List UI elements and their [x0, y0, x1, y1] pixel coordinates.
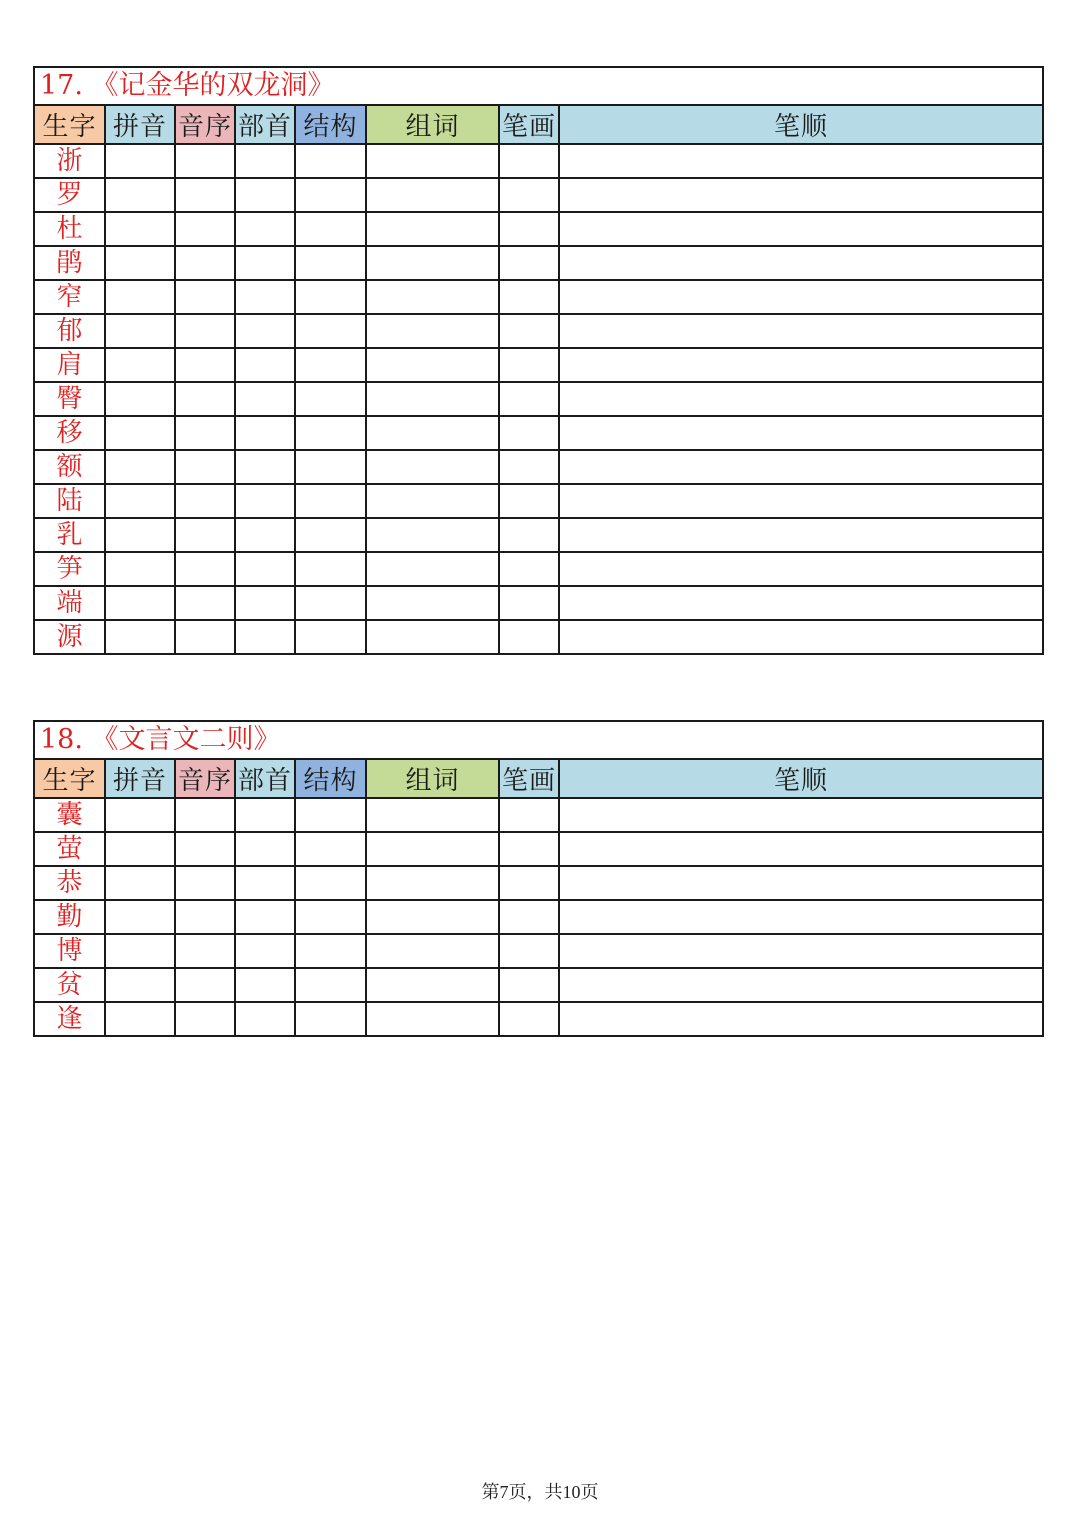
table-row — [35, 1002, 1042, 1035]
yinxu-blank-cell[interactable] — [175, 246, 235, 280]
jiegou-blank-cell[interactable] — [295, 832, 366, 866]
pinyin-blank-cell[interactable] — [105, 212, 175, 246]
bihua-blank-cell[interactable] — [499, 348, 559, 382]
pinyin-blank-cell[interactable] — [105, 484, 175, 518]
table-row — [35, 484, 1042, 518]
bushou-blank-cell[interactable] — [235, 280, 295, 314]
pinyin-blank-cell[interactable] — [105, 866, 175, 900]
jiegou-blank-cell[interactable] — [295, 450, 366, 484]
header-bishun: 笔顺 — [559, 760, 1042, 798]
pinyin-blank-cell[interactable] — [105, 832, 175, 866]
lesson-title: 17. 《记金华的双龙洞》 — [35, 68, 1042, 106]
header-shengzi: 生字 — [35, 106, 105, 144]
pinyin-blank-cell[interactable] — [105, 382, 175, 416]
jiegou-blank-cell[interactable] — [295, 212, 366, 246]
jiegou-blank-cell[interactable] — [295, 900, 366, 934]
header-row — [35, 106, 1042, 144]
bishun-blank-cell[interactable] — [559, 314, 1042, 348]
zuci-blank-cell[interactable] — [366, 178, 499, 212]
bishun-blank-cell[interactable] — [559, 450, 1042, 484]
bushou-blank-cell[interactable] — [235, 382, 295, 416]
zuci-blank-cell[interactable] — [366, 144, 499, 178]
bishun-blank-cell[interactable] — [559, 866, 1042, 900]
bihua-blank-cell[interactable] — [499, 620, 559, 653]
zuci-blank-cell[interactable] — [366, 484, 499, 518]
pinyin-blank-cell[interactable] — [105, 280, 175, 314]
bihua-blank-cell[interactable] — [499, 552, 559, 586]
zuci-blank-cell[interactable] — [366, 280, 499, 314]
table-row — [35, 798, 1042, 832]
yinxu-blank-cell[interactable] — [175, 968, 235, 1002]
pinyin-blank-cell[interactable] — [105, 552, 175, 586]
bushou-blank-cell[interactable] — [235, 348, 295, 382]
bishun-blank-cell[interactable] — [559, 798, 1042, 832]
bihua-blank-cell[interactable] — [499, 144, 559, 178]
bihua-blank-cell[interactable] — [499, 900, 559, 934]
table-row — [35, 246, 1042, 280]
yinxu-blank-cell[interactable] — [175, 620, 235, 653]
character-cell: 浙 — [35, 144, 105, 178]
bushou-blank-cell[interactable] — [235, 900, 295, 934]
table-body — [35, 798, 1042, 1035]
jiegou-blank-cell[interactable] — [295, 416, 366, 450]
jiegou-blank-cell[interactable] — [295, 314, 366, 348]
header-bushou: 部首 — [235, 760, 295, 798]
table-row — [35, 280, 1042, 314]
header-pinyin: 拼音 — [105, 760, 175, 798]
yinxu-blank-cell[interactable] — [175, 484, 235, 518]
character-cell: 肩 — [35, 348, 105, 382]
bihua-blank-cell[interactable] — [499, 518, 559, 552]
character-cell: 臀 — [35, 382, 105, 416]
table-row — [35, 620, 1042, 653]
bushou-blank-cell[interactable] — [235, 212, 295, 246]
zuci-blank-cell[interactable] — [366, 450, 499, 484]
bihua-blank-cell[interactable] — [499, 934, 559, 968]
character-cell: 贫 — [35, 968, 105, 1002]
yinxu-blank-cell[interactable] — [175, 1002, 235, 1035]
pinyin-blank-cell[interactable] — [105, 246, 175, 280]
table-row — [35, 178, 1042, 212]
bishun-blank-cell[interactable] — [559, 416, 1042, 450]
table-row — [35, 416, 1042, 450]
character-cell: 博 — [35, 934, 105, 968]
bishun-blank-cell[interactable] — [559, 620, 1042, 653]
bihua-blank-cell[interactable] — [499, 246, 559, 280]
zuci-blank-cell[interactable] — [366, 1002, 499, 1035]
character-cell: 罗 — [35, 178, 105, 212]
bishun-blank-cell[interactable] — [559, 968, 1042, 1002]
table-row — [35, 968, 1042, 1002]
bishun-blank-cell[interactable] — [559, 934, 1042, 968]
table-row — [35, 348, 1042, 382]
bihua-blank-cell[interactable] — [499, 866, 559, 900]
bishun-blank-cell[interactable] — [559, 1002, 1042, 1035]
pinyin-blank-cell[interactable] — [105, 934, 175, 968]
bishun-blank-cell[interactable] — [559, 484, 1042, 518]
bishun-blank-cell[interactable] — [559, 832, 1042, 866]
table-row — [35, 866, 1042, 900]
vocab-table — [35, 760, 1042, 1035]
bihua-blank-cell[interactable] — [499, 798, 559, 832]
header-yinxu: 音序 — [175, 106, 235, 144]
table-row — [35, 212, 1042, 246]
yinxu-blank-cell[interactable] — [175, 382, 235, 416]
zuci-blank-cell[interactable] — [366, 246, 499, 280]
pinyin-blank-cell[interactable] — [105, 798, 175, 832]
zuci-blank-cell[interactable] — [366, 832, 499, 866]
pinyin-blank-cell[interactable] — [105, 518, 175, 552]
jiegou-blank-cell[interactable] — [295, 586, 366, 620]
table-row — [35, 586, 1042, 620]
jiegou-blank-cell[interactable] — [295, 968, 366, 1002]
jiegou-blank-cell[interactable] — [295, 178, 366, 212]
table-row — [35, 832, 1042, 866]
character-cell: 鹃 — [35, 246, 105, 280]
table-row — [35, 450, 1042, 484]
pinyin-blank-cell[interactable] — [105, 968, 175, 1002]
yinxu-blank-cell[interactable] — [175, 314, 235, 348]
bihua-blank-cell[interactable] — [499, 382, 559, 416]
bishun-blank-cell[interactable] — [559, 348, 1042, 382]
bishun-blank-cell[interactable] — [559, 552, 1042, 586]
table-row — [35, 314, 1042, 348]
character-cell: 乳 — [35, 518, 105, 552]
jiegou-blank-cell[interactable] — [295, 934, 366, 968]
header-pinyin: 拼音 — [105, 106, 175, 144]
bihua-blank-cell[interactable] — [499, 212, 559, 246]
bushou-blank-cell[interactable] — [235, 866, 295, 900]
pinyin-blank-cell[interactable] — [105, 314, 175, 348]
bihua-blank-cell[interactable] — [499, 484, 559, 518]
character-cell: 窄 — [35, 280, 105, 314]
character-cell: 陆 — [35, 484, 105, 518]
header-bushou: 部首 — [235, 106, 295, 144]
pinyin-blank-cell[interactable] — [105, 348, 175, 382]
header-row — [35, 760, 1042, 798]
pinyin-blank-cell[interactable] — [105, 900, 175, 934]
jiegou-blank-cell[interactable] — [295, 518, 366, 552]
bushou-blank-cell[interactable] — [235, 314, 295, 348]
jiegou-blank-cell[interactable] — [295, 552, 366, 586]
bushou-blank-cell[interactable] — [235, 450, 295, 484]
zuci-blank-cell[interactable] — [366, 212, 499, 246]
character-cell: 逢 — [35, 1002, 105, 1035]
bushou-blank-cell[interactable] — [235, 832, 295, 866]
character-cell: 勤 — [35, 900, 105, 934]
header-zuci: 组词 — [366, 106, 499, 144]
pinyin-blank-cell[interactable] — [105, 1002, 175, 1035]
bushou-blank-cell[interactable] — [235, 552, 295, 586]
bushou-blank-cell[interactable] — [235, 934, 295, 968]
jiegou-blank-cell[interactable] — [295, 280, 366, 314]
zuci-blank-cell[interactable] — [366, 934, 499, 968]
zuci-blank-cell[interactable] — [366, 552, 499, 586]
bihua-blank-cell[interactable] — [499, 178, 559, 212]
zuci-blank-cell[interactable] — [366, 798, 499, 832]
table-body — [35, 144, 1042, 653]
table-row — [35, 900, 1042, 934]
character-cell: 笋 — [35, 552, 105, 586]
bihua-blank-cell[interactable] — [499, 968, 559, 1002]
bishun-blank-cell[interactable] — [559, 280, 1042, 314]
pinyin-blank-cell[interactable] — [105, 178, 175, 212]
jiegou-blank-cell[interactable] — [295, 144, 366, 178]
table-row — [35, 518, 1042, 552]
bushou-blank-cell[interactable] — [235, 586, 295, 620]
bushou-blank-cell[interactable] — [235, 144, 295, 178]
bushou-blank-cell[interactable] — [235, 484, 295, 518]
jiegou-blank-cell[interactable] — [295, 620, 366, 653]
zuci-blank-cell[interactable] — [366, 348, 499, 382]
worksheet-lesson-18 — [33, 720, 1044, 1037]
bihua-blank-cell[interactable] — [499, 314, 559, 348]
header-bishun: 笔顺 — [559, 106, 1042, 144]
bishun-blank-cell[interactable] — [559, 178, 1042, 212]
bushou-blank-cell[interactable] — [235, 1002, 295, 1035]
yinxu-blank-cell[interactable] — [175, 832, 235, 866]
header-zuci: 组词 — [366, 760, 499, 798]
table-row — [35, 552, 1042, 586]
character-cell: 杜 — [35, 212, 105, 246]
yinxu-blank-cell[interactable] — [175, 934, 235, 968]
bishun-blank-cell[interactable] — [559, 382, 1042, 416]
page-number: 第7页，共10页 — [481, 1482, 599, 1502]
bishun-blank-cell[interactable] — [559, 900, 1042, 934]
pinyin-blank-cell[interactable] — [105, 450, 175, 484]
header-jiegou: 结构 — [295, 760, 366, 798]
bihua-blank-cell[interactable] — [499, 832, 559, 866]
yinxu-blank-cell[interactable] — [175, 348, 235, 382]
character-cell: 囊 — [35, 798, 105, 832]
yinxu-blank-cell[interactable] — [175, 798, 235, 832]
bushou-blank-cell[interactable] — [235, 620, 295, 653]
yinxu-blank-cell[interactable] — [175, 866, 235, 900]
zuci-blank-cell[interactable] — [366, 382, 499, 416]
vocab-table — [35, 106, 1042, 653]
bishun-blank-cell[interactable] — [559, 212, 1042, 246]
bushou-blank-cell[interactable] — [235, 518, 295, 552]
bihua-blank-cell[interactable] — [499, 280, 559, 314]
bihua-blank-cell[interactable] — [499, 416, 559, 450]
table-row — [35, 144, 1042, 178]
bishun-blank-cell[interactable] — [559, 518, 1042, 552]
character-cell: 恭 — [35, 866, 105, 900]
character-cell: 额 — [35, 450, 105, 484]
table-row — [35, 934, 1042, 968]
zuci-blank-cell[interactable] — [366, 416, 499, 450]
header-bihua: 笔画 — [499, 760, 559, 798]
jiegou-blank-cell[interactable] — [295, 348, 366, 382]
bushou-blank-cell[interactable] — [235, 178, 295, 212]
zuci-blank-cell[interactable] — [366, 620, 499, 653]
character-cell: 移 — [35, 416, 105, 450]
yinxu-blank-cell[interactable] — [175, 900, 235, 934]
lesson-title: 18. 《文言文二则》 — [35, 722, 1042, 760]
jiegou-blank-cell[interactable] — [295, 484, 366, 518]
pinyin-blank-cell[interactable] — [105, 586, 175, 620]
bushou-blank-cell[interactable] — [235, 798, 295, 832]
bihua-blank-cell[interactable] — [499, 586, 559, 620]
yinxu-blank-cell[interactable] — [175, 416, 235, 450]
yinxu-blank-cell[interactable] — [175, 280, 235, 314]
bishun-blank-cell[interactable] — [559, 246, 1042, 280]
worksheet-lesson-17 — [33, 66, 1044, 655]
bihua-blank-cell[interactable] — [499, 1002, 559, 1035]
pinyin-blank-cell[interactable] — [105, 144, 175, 178]
jiegou-blank-cell[interactable] — [295, 1002, 366, 1035]
header-shengzi: 生字 — [35, 760, 105, 798]
zuci-blank-cell[interactable] — [366, 968, 499, 1002]
bushou-blank-cell[interactable] — [235, 416, 295, 450]
bushou-blank-cell[interactable] — [235, 968, 295, 1002]
bihua-blank-cell[interactable] — [499, 450, 559, 484]
pinyin-blank-cell[interactable] — [105, 416, 175, 450]
character-cell: 源 — [35, 620, 105, 653]
header-jiegou: 结构 — [295, 106, 366, 144]
zuci-blank-cell[interactable] — [366, 586, 499, 620]
yinxu-blank-cell[interactable] — [175, 518, 235, 552]
bishun-blank-cell[interactable] — [559, 586, 1042, 620]
zuci-blank-cell[interactable] — [366, 518, 499, 552]
yinxu-blank-cell[interactable] — [175, 586, 235, 620]
character-cell: 萤 — [35, 832, 105, 866]
yinxu-blank-cell[interactable] — [175, 178, 235, 212]
yinxu-blank-cell[interactable] — [175, 144, 235, 178]
jiegou-blank-cell[interactable] — [295, 382, 366, 416]
bushou-blank-cell[interactable] — [235, 246, 295, 280]
pinyin-blank-cell[interactable] — [105, 620, 175, 653]
bishun-blank-cell[interactable] — [559, 144, 1042, 178]
yinxu-blank-cell[interactable] — [175, 552, 235, 586]
zuci-blank-cell[interactable] — [366, 866, 499, 900]
yinxu-blank-cell[interactable] — [175, 212, 235, 246]
zuci-blank-cell[interactable] — [366, 314, 499, 348]
character-cell: 郁 — [35, 314, 105, 348]
yinxu-blank-cell[interactable] — [175, 450, 235, 484]
jiegou-blank-cell[interactable] — [295, 798, 366, 832]
jiegou-blank-cell[interactable] — [295, 246, 366, 280]
character-cell: 端 — [35, 586, 105, 620]
zuci-blank-cell[interactable] — [366, 900, 499, 934]
header-bihua: 笔画 — [499, 106, 559, 144]
header-yinxu: 音序 — [175, 760, 235, 798]
jiegou-blank-cell[interactable] — [295, 866, 366, 900]
table-row — [35, 382, 1042, 416]
